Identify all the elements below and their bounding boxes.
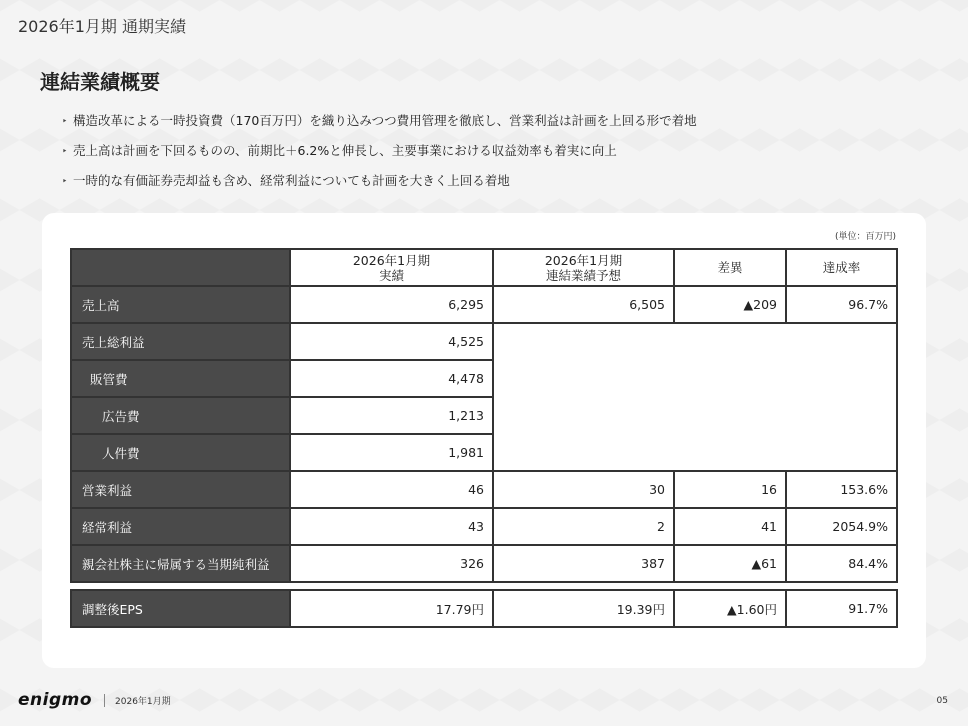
cell-actual: 17.79円 <box>290 590 493 627</box>
empty-block <box>493 323 897 471</box>
cell-actual: 1,981 <box>290 434 493 471</box>
bullet-text: 構造改革による一時投資費（170百万円）を織り込みつつ費用管理を徹底し、営業利益は計画を上回る形で着地 <box>73 113 697 128</box>
header-diff: 差異 <box>674 249 786 286</box>
row-label: 親会社株主に帰属する当期純利益 <box>71 545 290 582</box>
row-label: 人件費 <box>71 434 290 471</box>
table-row-operating-profit <box>71 471 897 508</box>
table-gap-row <box>71 582 897 590</box>
page-title: 連結業績概要 <box>40 70 160 94</box>
cell-rate: 96.7% <box>786 286 897 323</box>
cell-rate: 2054.9% <box>786 508 897 545</box>
triangle-bullet-icon: ‣ <box>62 177 68 187</box>
cell-forecast: 19.39円 <box>493 590 674 627</box>
table-row-sales <box>71 286 897 323</box>
header-actual: 2026年1月期 実績 <box>290 249 493 286</box>
row-label: 調整後EPS <box>71 590 290 627</box>
bullet-item <box>62 172 697 202</box>
cell-actual: 43 <box>290 508 493 545</box>
row-label: 売上高 <box>71 286 290 323</box>
bullet-text: 一時的な有価証券売却益も含め、経常利益についても計画を大きく上回る着地 <box>73 173 510 188</box>
cell-rate: 153.6% <box>786 471 897 508</box>
bullet-text: 売上高は計画を下回るものの、前期比＋6.2%と伸長し、主要事業における収益効率も着実に向上 <box>73 143 617 158</box>
header-forecast: 2026年1月期 連結業績予想 <box>493 249 674 286</box>
table-row-net-income <box>71 545 897 582</box>
cell-forecast: 2 <box>493 508 674 545</box>
header-rate: 達成率 <box>786 249 897 286</box>
row-label: 経常利益 <box>71 508 290 545</box>
bullet-item <box>62 112 697 142</box>
bullet-item <box>62 142 697 172</box>
cell-forecast: 6,505 <box>493 286 674 323</box>
cell-actual: 46 <box>290 471 493 508</box>
cell-rate: 84.4% <box>786 545 897 582</box>
cell-diff: 41 <box>674 508 786 545</box>
cell-actual: 1,213 <box>290 397 493 434</box>
results-table <box>70 248 898 628</box>
cell-rate: 91.7% <box>786 590 897 627</box>
table-row-gross-profit <box>71 323 897 360</box>
enigmo-logo: enigmo <box>18 690 93 710</box>
row-label: 営業利益 <box>71 471 290 508</box>
header-title: 2026年1月期 通期実績 <box>18 17 186 36</box>
cell-actual: 4,478 <box>290 360 493 397</box>
cell-diff: 16 <box>674 471 786 508</box>
header-corner-cell <box>71 249 290 286</box>
cell-diff: ▲61 <box>674 545 786 582</box>
cell-actual: 6,295 <box>290 286 493 323</box>
cell-diff: ▲209 <box>674 286 786 323</box>
cell-diff: ▲1.60円 <box>674 590 786 627</box>
cell-forecast: 387 <box>493 545 674 582</box>
footer-divider <box>104 694 105 707</box>
triangle-bullet-icon: ‣ <box>62 117 68 127</box>
table-row-adj-eps <box>71 590 897 627</box>
cell-actual: 326 <box>290 545 493 582</box>
row-label: 販管費 <box>71 360 290 397</box>
unit-note: (単位：百万円) <box>834 232 896 242</box>
footer-period: 2026年1月期 <box>115 696 171 707</box>
cell-actual: 4,525 <box>290 323 493 360</box>
cell-forecast: 30 <box>493 471 674 508</box>
page-number: 05 <box>936 696 948 706</box>
table-header-row <box>71 249 897 286</box>
triangle-bullet-icon: ‣ <box>62 147 68 157</box>
table-row-ordinary-profit <box>71 508 897 545</box>
row-label: 広告費 <box>71 397 290 434</box>
results-card <box>42 213 926 668</box>
summary-bullets <box>62 112 697 202</box>
footer <box>18 690 171 710</box>
row-label: 売上総利益 <box>71 323 290 360</box>
